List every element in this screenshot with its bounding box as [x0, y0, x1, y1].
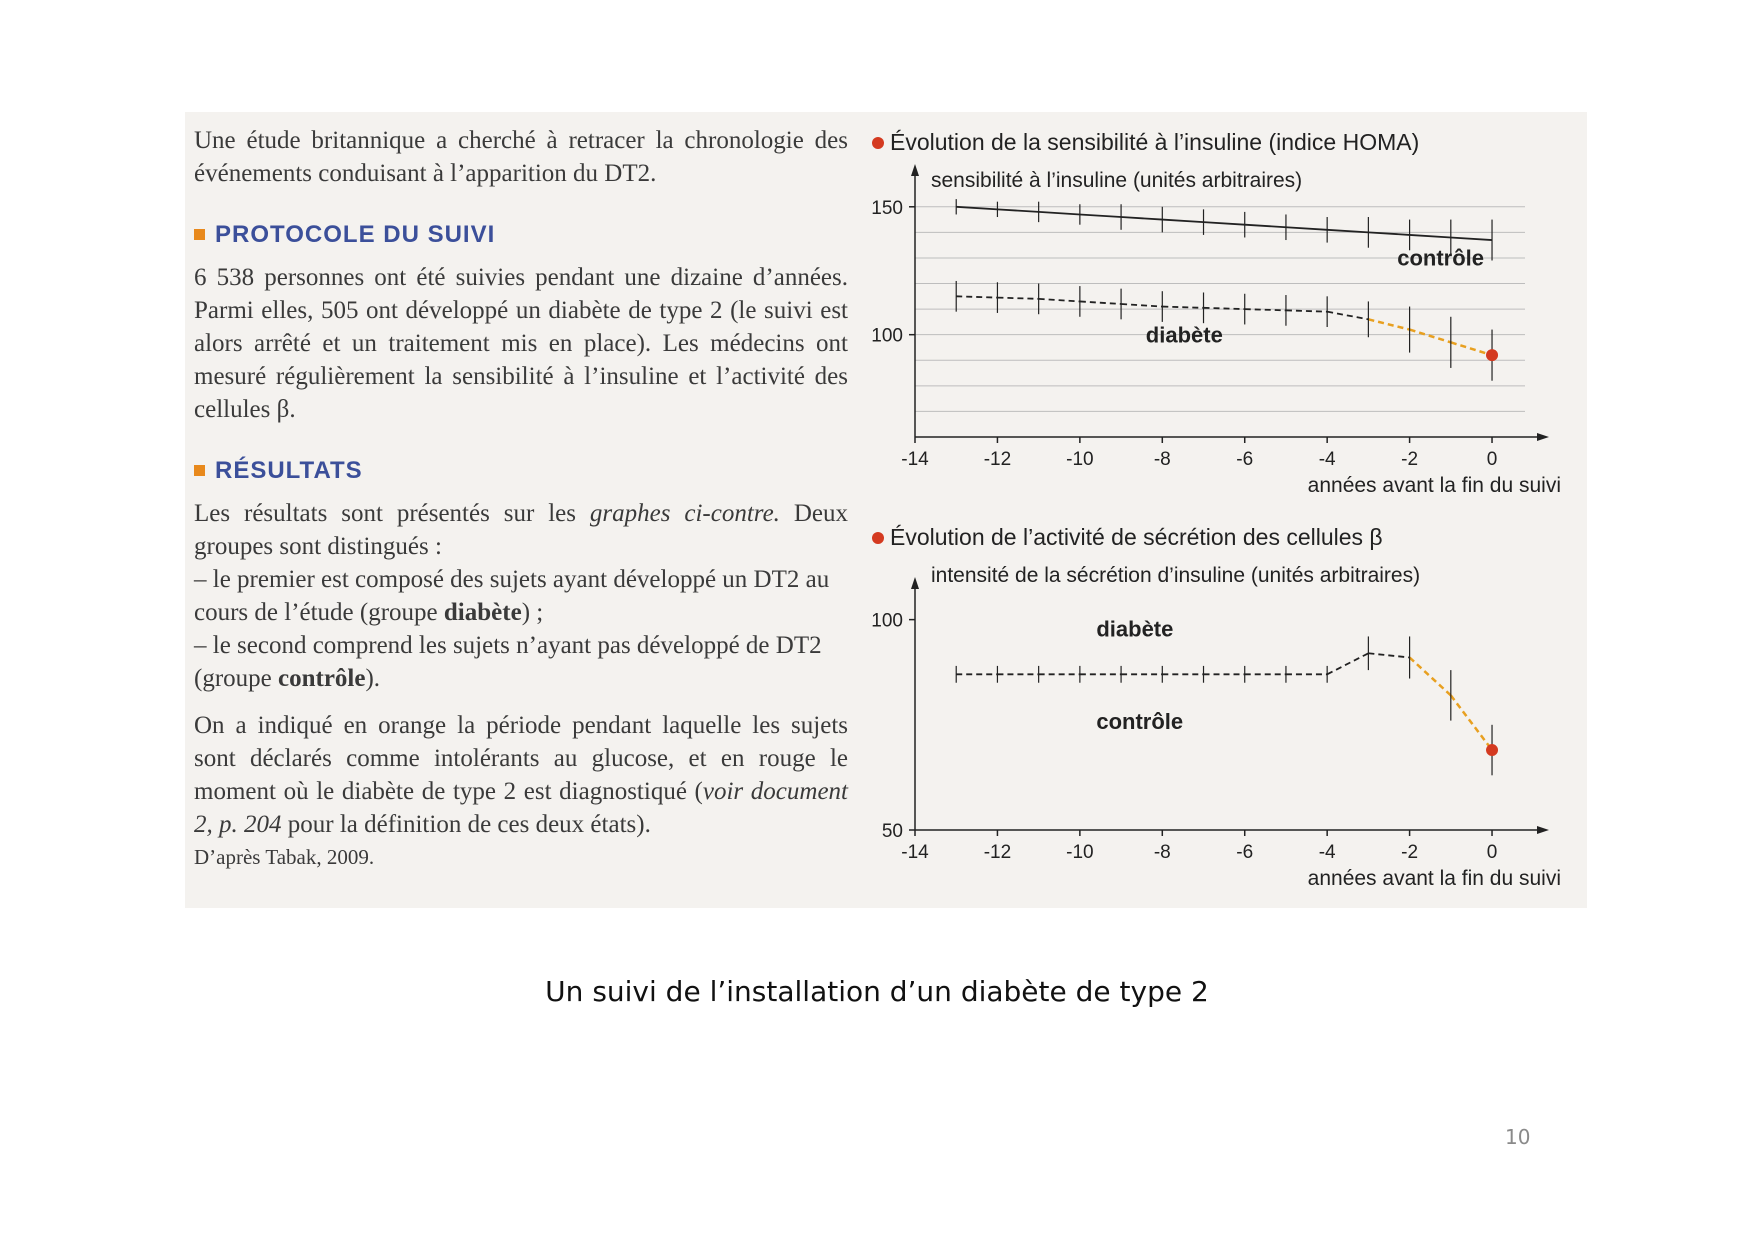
series-segment-controle — [997, 209, 1038, 212]
series-segment-diabete — [956, 296, 997, 297]
y-tick-label: 100 — [871, 610, 903, 632]
x-tick-label: 0 — [1486, 449, 1498, 470]
x-tick-label: -2 — [1401, 449, 1419, 470]
results-text: – le second comprend les sujets n’ayant pas développé de DT2 (groupe — [194, 632, 822, 692]
series-segment-controle — [1286, 227, 1327, 230]
series-label: diabète — [1145, 322, 1223, 348]
page-number: 10 — [1505, 1125, 1531, 1149]
document-reference: voir document 2, p. 204 — [194, 778, 848, 838]
results-text: Deux groupes sont distingués : — [194, 500, 848, 560]
results-text: On a indiqué en orange la période pendant laquelle les sujets sont déclarés comme intolérants au glucose, et en rouge le moment où le diabète de type 2 est diagnostiqué ( — [194, 712, 848, 805]
results-title: RÉSULTATS — [215, 457, 363, 484]
series-segment-controle — [1039, 212, 1080, 215]
x-tick-label: -2 — [1401, 842, 1419, 863]
y-tick-label: 150 — [871, 197, 903, 219]
x-tick-label: -4 — [1318, 449, 1336, 470]
x-tick-label: -8 — [1153, 842, 1171, 863]
series-segment-controle — [1245, 225, 1286, 228]
x-axis-arrow-icon — [1537, 826, 1549, 834]
series-segment-diabete — [1368, 653, 1409, 657]
series-segment-controle — [1080, 214, 1121, 217]
chart-beta-cell-secretion — [870, 517, 1590, 902]
x-axis-label: années avant la fin du suivi — [1307, 867, 1561, 890]
y-tick-label: 100 — [871, 325, 903, 347]
series-segment-diabete — [1327, 312, 1368, 320]
red-bullet-icon — [872, 137, 884, 149]
series-segment-diabete — [1121, 304, 1162, 307]
series-segment-diabete — [1080, 301, 1121, 304]
orange-square-icon — [194, 465, 205, 476]
intro-paragraph: Une étude britannique a cherché à retracer la chronologie des événements conduisant à l’apparition du DT2. — [194, 127, 848, 187]
series-segment-diabete — [1286, 310, 1327, 311]
results-item-controle — [194, 629, 848, 695]
chart-insulin-sensitivity-svg — [870, 124, 1590, 504]
results-text: ) ; — [521, 599, 544, 626]
series-segment-diabete — [1368, 319, 1409, 329]
chart-beta-cell-secretion-svg — [870, 517, 1590, 902]
red-bullet-icon — [872, 532, 884, 544]
series-segment-diabete — [1451, 342, 1492, 355]
results-item-diabete — [194, 563, 848, 629]
results-heading — [194, 454, 848, 487]
orange-square-icon — [194, 229, 205, 240]
y-axis-label: intensité de la sécrétion d’insuline (unités arbitraires) — [931, 564, 1421, 587]
series-segment-diabete — [1410, 657, 1451, 695]
x-tick-label: -10 — [1066, 449, 1094, 470]
x-tick-label: -14 — [901, 449, 929, 470]
series-segment-controle — [1451, 237, 1492, 240]
x-axis-arrow-icon — [1537, 433, 1549, 441]
results-text: Les résultats sont présentés sur les — [194, 500, 590, 527]
x-tick-label: -12 — [983, 842, 1012, 863]
series-label: diabète — [1096, 616, 1174, 642]
x-tick-label: -6 — [1236, 842, 1254, 863]
diagnosis-point — [1486, 349, 1498, 361]
chart-title: Évolution de la sensibilité à l’insuline (indice HOMA) — [890, 129, 1420, 155]
diagnosis-point — [1486, 744, 1498, 756]
x-tick-label: -8 — [1153, 449, 1171, 470]
text-column — [194, 124, 848, 874]
results-paragraph — [194, 497, 848, 563]
results-text: pour la définition de ces deux états). — [281, 811, 651, 838]
series-segment-diabete — [1162, 307, 1203, 308]
y-axis-arrow-icon — [911, 164, 919, 176]
chart-insulin-sensitivity — [870, 124, 1590, 504]
x-axis-label: années avant la fin du suivi — [1307, 474, 1561, 497]
y-axis-label: sensibilité à l’insuline (unités arbitraires) — [931, 169, 1303, 192]
series-label: contrôle — [1096, 709, 1184, 735]
x-tick-label: -4 — [1318, 842, 1336, 863]
protocol-paragraph: 6 538 personnes ont été suivies pendant une dizaine d’années. Parmi elles, 505 ont développé un diabète de type 2 (le suivi est alors arrêté et un traitement mis en place). Les médecins ont mesuré régulièrement la sensibilité à l’insuline et l’activité des cellules β. — [194, 264, 848, 423]
series-segment-controle — [1162, 220, 1203, 223]
results-text: – le premier est composé des sujets ayant développé un DT2 au cours de l’étude (groupe — [194, 566, 830, 626]
results-text-italic: graphes ci-contre. — [589, 500, 780, 527]
results-text: ). — [365, 665, 381, 692]
chart-title: Évolution de l’activité de sécrétion des cellules β — [890, 524, 1383, 550]
series-segment-diabete — [1410, 330, 1451, 343]
series-segment-diabete — [1327, 653, 1368, 674]
results-legend-paragraph — [194, 709, 848, 841]
group-name-controle: contrôle — [278, 665, 366, 692]
protocol-heading — [194, 218, 848, 251]
source-citation: D’après Tabak, 2009. — [194, 845, 375, 869]
series-segment-diabete — [1451, 695, 1492, 750]
x-tick-label: -6 — [1236, 449, 1254, 470]
series-segment-controle — [1121, 217, 1162, 220]
x-tick-label: -14 — [901, 842, 929, 863]
series-segment-controle — [1410, 235, 1451, 238]
slide-caption: Un suivi de l’installation d’un diabète de type 2 — [545, 975, 1209, 1008]
x-tick-label: 0 — [1486, 842, 1498, 863]
series-segment-diabete — [1039, 299, 1080, 302]
y-tick-label: 50 — [881, 821, 903, 842]
protocol-title: PROTOCOLE DU SUIVI — [215, 221, 496, 248]
series-segment-diabete — [997, 298, 1038, 299]
series-segment-controle — [1204, 222, 1245, 225]
group-name-diabete: diabète — [443, 599, 522, 626]
y-axis-arrow-icon — [911, 577, 919, 589]
x-tick-label: -12 — [983, 449, 1012, 470]
series-label: contrôle — [1397, 245, 1485, 271]
x-tick-label: -10 — [1066, 842, 1094, 863]
